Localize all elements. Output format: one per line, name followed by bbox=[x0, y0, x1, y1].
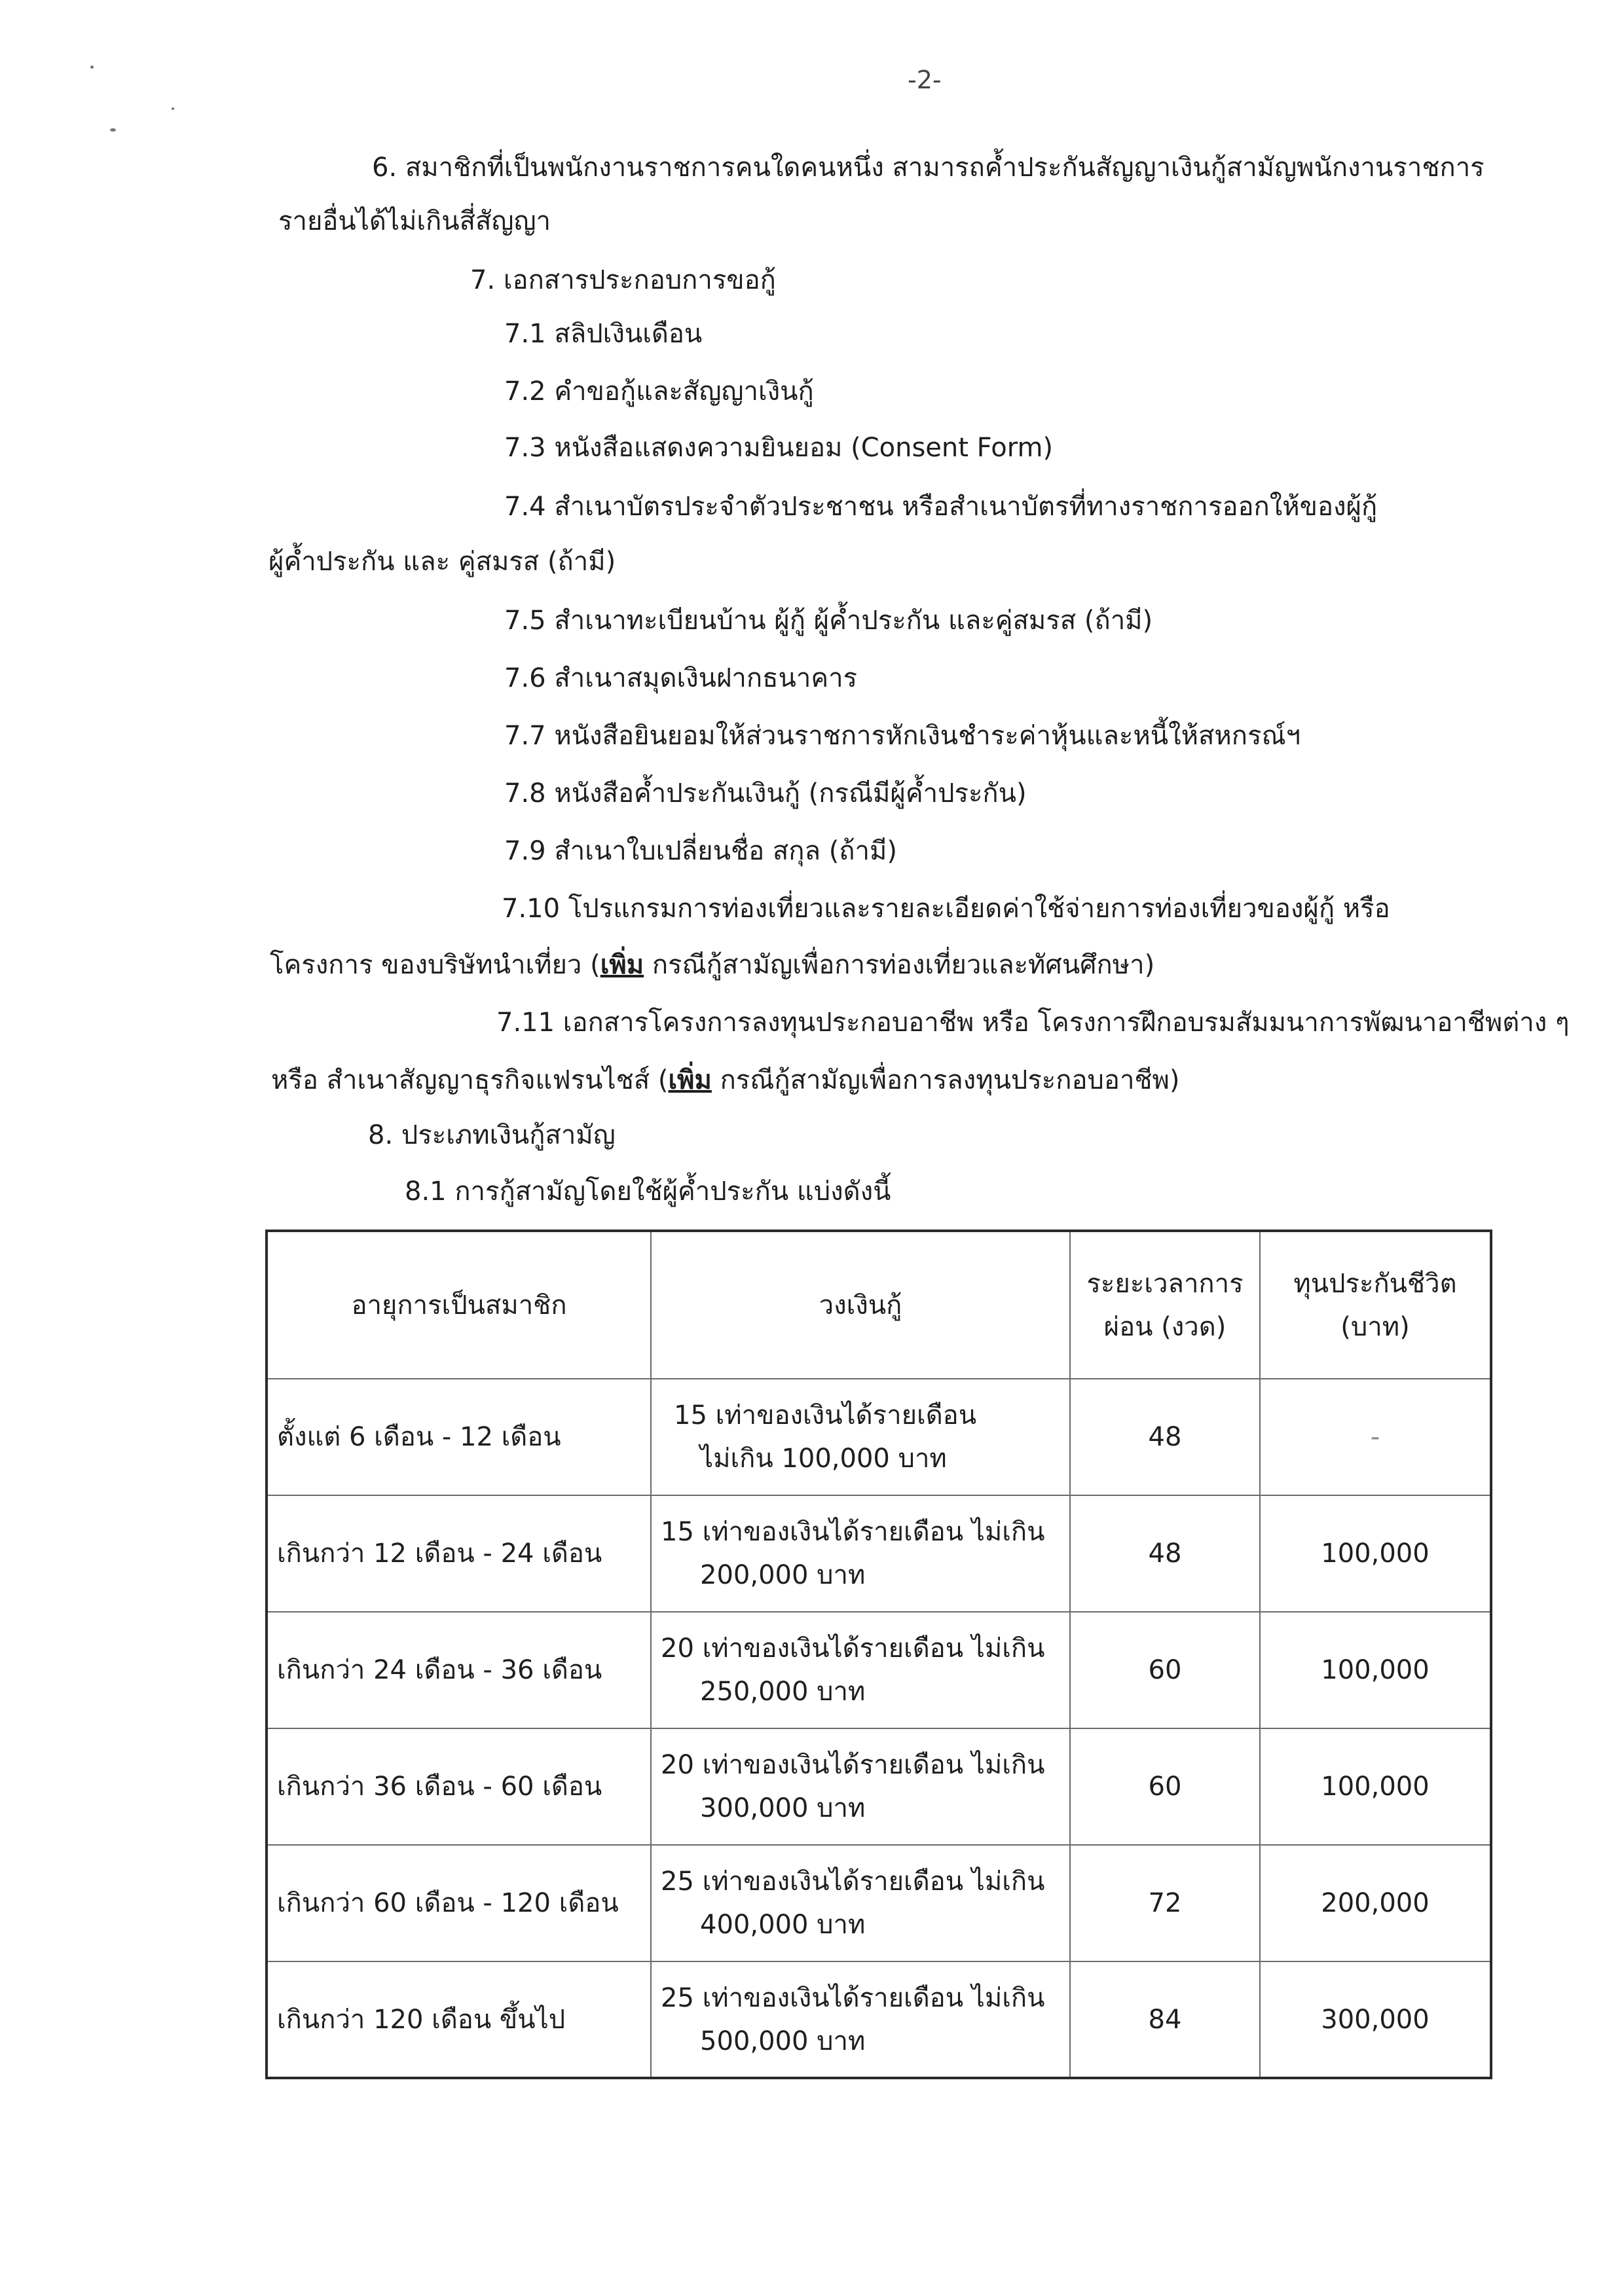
table-row bbox=[267, 1728, 1491, 1845]
membership-cell: ตั้งแต่ 6 เดือน - 12 เดือน bbox=[267, 1379, 651, 1495]
item-7-1: 7.1 สลิปเงินเดือน bbox=[504, 319, 703, 349]
installments-cell: 48 bbox=[1070, 1379, 1260, 1495]
table-row bbox=[267, 1845, 1491, 1961]
membership-cell: เกินกว่า 12 เดือน - 24 เดือน bbox=[267, 1495, 651, 1612]
loan-limit-line-1: 15 เท่าของเงินได้รายเดือน bbox=[674, 1400, 977, 1430]
loan-limit-line-1: 20 เท่าของเงินได้รายเดือน ไม่เกิน bbox=[661, 1633, 1045, 1664]
item-7-7: 7.7 หนังสือยินยอมให้ส่วนราชการหักเงินชำระค่าหุ้นและหนี้ให้สหกรณ์ฯ bbox=[504, 721, 1301, 751]
membership-cell: เกินกว่า 36 เดือน - 60 เดือน bbox=[267, 1728, 651, 1845]
loan-limit-cell bbox=[651, 1495, 1070, 1612]
paragraph-6-line-2: รายอื่นได้ไม่เกินสี่สัญญา bbox=[278, 206, 551, 236]
header-insurance bbox=[1260, 1231, 1491, 1379]
table-row bbox=[267, 1961, 1491, 2078]
insurance-cell: - bbox=[1260, 1379, 1491, 1495]
section-8-heading: 8. ประเภทเงินกู้สามัญ bbox=[368, 1120, 616, 1150]
header-membership: อายุการเป็นสมาชิก bbox=[267, 1231, 651, 1379]
item-7-5: 7.5 สำเนาทะเบียนบ้าน ผู้กู้ ผู้ค้ำประกัน และคู่สมรส (ถ้ามี) bbox=[504, 606, 1153, 636]
loan-limit-cell bbox=[651, 1379, 1070, 1495]
item-7-10-text-b: กรณีกู้สามัญเพื่อการท่องเที่ยวและทัศนศึกษา) bbox=[644, 950, 1155, 980]
table-row bbox=[267, 1495, 1491, 1612]
loan-limit-line-2: 300,000 บาท bbox=[700, 1793, 866, 1823]
item-7-10-line-1: 7.10 โปรแกรมการท่องเที่ยวและรายละเอียดค่าใช้จ่ายการท่องเที่ยวของผู้กู้ หรือ bbox=[502, 894, 1390, 924]
loan-limit-line-1: 25 เท่าของเงินได้รายเดือน ไม่เกิน bbox=[661, 1867, 1045, 1897]
item-7-9: 7.9 สำเนาใบเปลี่ยนชื่อ สกุล (ถ้ามี) bbox=[504, 836, 897, 866]
membership-cell: เกินกว่า 120 เดือน ขึ้นไป bbox=[267, 1961, 651, 2078]
loan-limit-line-1: 20 เท่าของเงินได้รายเดือน ไม่เกิน bbox=[661, 1750, 1045, 1780]
installments-cell: 72 bbox=[1070, 1845, 1260, 1961]
page-number: -2- bbox=[908, 65, 942, 94]
loan-limit-cell bbox=[651, 1728, 1070, 1845]
insurance-cell: 200,000 bbox=[1260, 1845, 1491, 1961]
insurance-cell: 100,000 bbox=[1260, 1728, 1491, 1845]
loan-limit-cell bbox=[651, 1961, 1070, 2078]
installments-cell: 48 bbox=[1070, 1495, 1260, 1612]
loan-limit-cell bbox=[651, 1845, 1070, 1961]
item-8-1: 8.1 การกู้สามัญโดยใช้ผู้ค้ำประกัน แบ่งดังนี้ bbox=[405, 1176, 891, 1207]
membership-cell: เกินกว่า 60 เดือน - 120 เดือน bbox=[267, 1845, 651, 1961]
table-row bbox=[267, 1379, 1491, 1495]
header-installments-line-2: ผ่อน (งวด) bbox=[1103, 1311, 1227, 1342]
added-marker: เพิ่ม bbox=[668, 1065, 712, 1095]
loan-limit-line-2: 200,000 บาท bbox=[700, 1560, 866, 1590]
scan-speck bbox=[110, 128, 116, 132]
header-installments bbox=[1070, 1231, 1260, 1379]
item-7-2: 7.2 คำขอกู้และสัญญาเงินกู้ bbox=[504, 376, 814, 407]
section-7-heading: 7. เอกสารประกอบการขอกู้ bbox=[470, 265, 776, 295]
item-7-11-line-2 bbox=[271, 1063, 1180, 1097]
insurance-cell: 300,000 bbox=[1260, 1961, 1491, 2078]
item-7-6: 7.6 สำเนาสมุดเงินฝากธนาคาร bbox=[504, 663, 858, 693]
loan-limit-line-2: ไม่เกิน 100,000 บาท bbox=[700, 1444, 947, 1474]
scan-speck bbox=[172, 107, 174, 110]
installments-cell: 84 bbox=[1070, 1961, 1260, 2078]
added-marker: เพิ่ม bbox=[600, 950, 644, 980]
loan-limit-line-2: 250,000 บาท bbox=[700, 1677, 866, 1707]
item-7-11-text-a: หรือ สำเนาสัญญาธุรกิจแฟรนไชส์ ( bbox=[271, 1065, 669, 1095]
header-loan-limit: วงเงินกู้ bbox=[651, 1231, 1070, 1379]
item-7-4-line-1: 7.4 สำเนาบัตรประจำตัวประชาชน หรือสำเนาบัตรที่ทางราชการออกให้ของผู้กู้ bbox=[504, 492, 1378, 522]
loan-limit-line-2: 400,000 บาท bbox=[700, 1910, 866, 1940]
item-7-4-line-2: ผู้ค้ำประกัน และ คู่สมรส (ถ้ามี) bbox=[268, 547, 616, 577]
item-7-11-text-b: กรณีกู้สามัญเพื่อการลงทุนประกอบอาชีพ) bbox=[711, 1065, 1180, 1095]
membership-cell: เกินกว่า 24 เดือน - 36 เดือน bbox=[267, 1612, 651, 1728]
item-7-3: 7.3 หนังสือแสดงความยินยอม (Consent Form) bbox=[504, 433, 1054, 463]
item-7-8: 7.8 หนังสือค้ำประกันเงินกู้ (กรณีมีผู้ค้ำประกัน) bbox=[504, 778, 1027, 809]
item-7-10-text-a: โครงการ ของบริษัทนำเที่ยว ( bbox=[270, 950, 600, 980]
insurance-cell: 100,000 bbox=[1260, 1612, 1491, 1728]
loan-limit-line-1: 15 เท่าของเงินได้รายเดือน ไม่เกิน bbox=[661, 1517, 1045, 1547]
loan-limit-cell bbox=[651, 1612, 1070, 1728]
loan-limit-line-2: 500,000 บาท bbox=[700, 2026, 866, 2056]
installments-cell: 60 bbox=[1070, 1728, 1260, 1845]
item-7-11-line-1: 7.11 เอกสารโครงการลงทุนประกอบอาชีพ หรือ โครงการฝึกอบรมสัมมนาการพัฒนาอาชีพต่าง ๆ bbox=[496, 1008, 1570, 1038]
table-header-row bbox=[267, 1231, 1491, 1379]
installments-cell: 60 bbox=[1070, 1612, 1260, 1728]
item-7-10-line-2 bbox=[270, 948, 1154, 982]
paragraph-6-line-1: 6. สมาชิกที่เป็นพนักงานราชการคนใดคนหนึ่ง สามารถค้ำประกันสัญญาเงินกู้สามัญพนักงานราชการ bbox=[372, 153, 1485, 183]
header-installments-line-1: ระยะเวลาการ bbox=[1086, 1268, 1244, 1299]
insurance-cell: 100,000 bbox=[1260, 1495, 1491, 1612]
loan-limit-line-1: 25 เท่าของเงินได้รายเดือน ไม่เกิน bbox=[661, 1982, 1045, 2013]
table-row bbox=[267, 1612, 1491, 1728]
header-insurance-line-1: ทุนประกันชีวิต bbox=[1293, 1268, 1457, 1299]
loan-table bbox=[265, 1230, 1492, 2079]
header-insurance-line-2: (บาท) bbox=[1340, 1311, 1410, 1342]
scan-speck bbox=[90, 65, 94, 69]
